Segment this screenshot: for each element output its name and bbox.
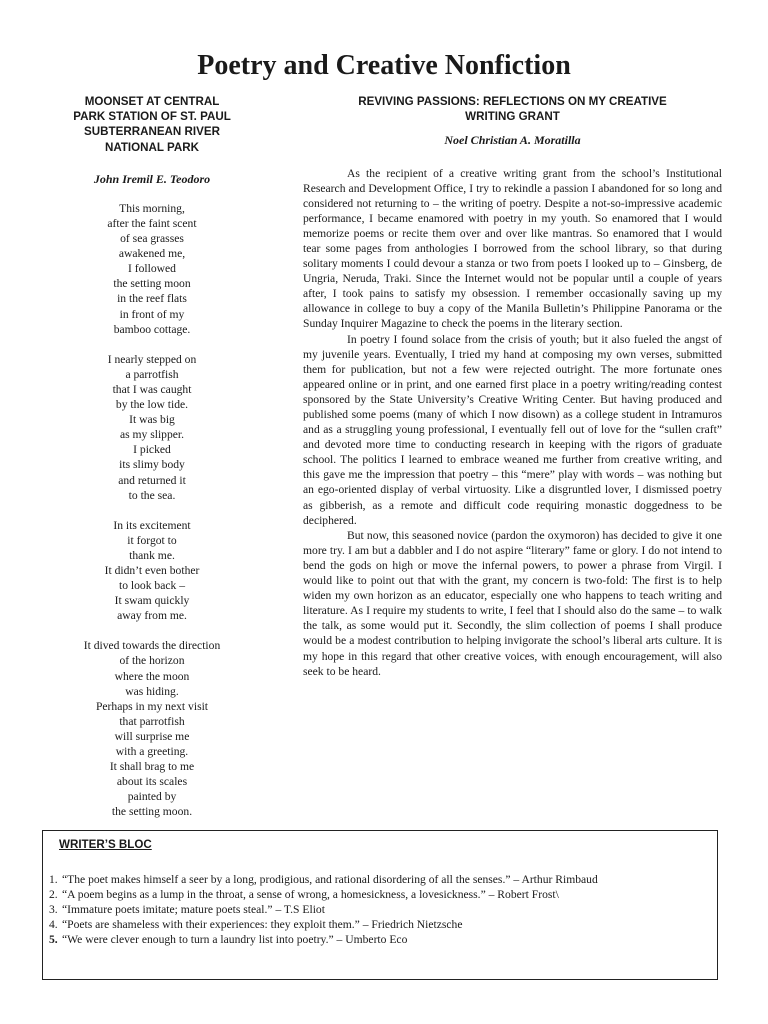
poem-line: thank me.: [129, 548, 175, 562]
page-title: Poetry and Creative Nonfiction: [197, 50, 571, 81]
poem-line: awakened me,: [118, 247, 186, 261]
poem-stanza: [46, 518, 258, 624]
poem-stanza: [46, 638, 258, 819]
poem-line: as my slipper.: [119, 428, 185, 442]
poem-line: bamboo cottage.: [113, 322, 191, 336]
quote-item: [49, 932, 705, 947]
poem-line: to look back –: [118, 579, 185, 593]
poem-line: away from me.: [117, 609, 187, 623]
quote-item: [49, 917, 705, 932]
poem-author: John Iremil E. Teodoro: [93, 171, 211, 186]
writers-bloc-title: WRITER’S BLOC: [59, 838, 152, 851]
poem-line: in the reef flats: [117, 292, 187, 306]
quote-text: “Immature poets imitate; mature poets steal.” – T.S Eliot: [62, 903, 325, 916]
poem-line: I followed: [128, 262, 176, 276]
poem-line: the setting moon.: [111, 805, 193, 819]
poem-stanza: [46, 201, 258, 337]
poem-line: In its excitement: [113, 518, 191, 532]
poem-line: It shall brag to me: [109, 760, 195, 774]
poem-title-line: NATIONAL PARK: [104, 140, 200, 154]
poem-line: by the low tide.: [115, 398, 189, 412]
quote-item: [49, 887, 705, 902]
quote-list: [49, 872, 705, 947]
quote-text: “A poem begins as a lump in the throat, a sense of wrong, a homesickness, a lovesickness.” – Robert Frost\: [62, 888, 559, 901]
poem-line: Perhaps in my next visit: [95, 699, 209, 713]
quote-number: 3.: [49, 903, 58, 916]
essay-paragraph: But now, this seasoned novice (pardon the oxymoron) has decided to give it one more try. I am but a dabbler and I do not aspire “literary” fame or glory. I do not intend to bend the gods on high or move the infernal powers, to power a phrase from Virgil. I would like to point out that with the grant, my concern is two-fold: The first is to help widen my own horizon as an educator, especially one who happens to teach writing and literature. As I require my students to write, I feel that I should also do the same – to walk the talk, as some would put it. Secondly, the slim collection of poems I shall produce would be a modest contribution to helping invigorate the school’s liberal arts culture. It is my hope in this regard that other creative voices, with enough encouragement, will also seek to be heard.: [303, 528, 722, 678]
poem-body: [46, 201, 258, 820]
essay-paragraph: As the recipient of a creative writing grant from the school’s Institutional Research and Development Office, I try to rekindle a passion I abandoned for so long and considered not returning to – the writing of poetry. Despite a not-so-impressive academic performance, I became enamored with poetry in my youth. So enamored that I would memorize poems or recite them over and over like mantras. So enamored that I would tear some pages from anthologies I borrowed from the school library, so that during solitary moments I could devour a stanza or two from poets I looked up to – Ginsberg, de Ungria, Neruda, Traki. Since the Internet would not be popular until a couple of years after, I took pains to satisfy my obsession. I remember occasionally saving up my allowance in college to buy a copy of the Manila Bulletin’s Philippine Panorama or the Sunday Inquirer Magazine to check the poems in the literary section.: [303, 166, 722, 331]
poem-stanza: [46, 352, 258, 503]
quote-item: [49, 872, 705, 887]
poem-title: [46, 94, 258, 155]
poem-line: painted by: [127, 790, 177, 804]
quote-text: “The poet makes himself a seer by a long, prodigious, and rational disordering of all the senses.” – Arthur Rimbaud: [62, 873, 598, 886]
poem-column: [46, 94, 258, 834]
quote-number: 2.: [49, 888, 58, 901]
writers-bloc-box: [42, 830, 718, 980]
quote-text: “We were clever enough to turn a laundry list into poetry.” – Umberto Eco: [62, 933, 408, 946]
poem-line: about its scales: [116, 775, 188, 789]
poem-line: I picked: [133, 443, 171, 457]
poem-title-line: MOONSET AT CENTRAL: [84, 95, 220, 108]
essay-column: [303, 94, 722, 679]
poem-line: of the horizon: [119, 654, 185, 668]
quote-text: “Poets are shameless with their experiences: they exploit them.” – Friedrich Nietzsche: [62, 918, 463, 931]
poem-line: It dived towards the direction: [83, 639, 221, 653]
quote-number: 5.: [49, 933, 58, 946]
quote-number: 4.: [49, 918, 58, 931]
poem-title-line: SUBTERRANEAN RIVER: [84, 125, 220, 139]
poem-line: I nearly stepped on: [107, 352, 197, 366]
poem-line: It didn’t even bother: [104, 563, 200, 577]
poem-line: and returned it: [118, 473, 186, 487]
poem-line: that I was caught: [112, 382, 192, 396]
essay-title: [303, 94, 722, 124]
poem-line: a parrotfish: [125, 367, 179, 381]
poem-line: after the faint scent: [107, 217, 197, 230]
poem-line: with a greeting.: [115, 745, 189, 758]
poem-line: where the moon: [114, 669, 190, 683]
poem-line: This morning,: [119, 201, 185, 215]
poem-line: it forgot to: [127, 533, 177, 547]
quote-number: 1.: [49, 873, 58, 886]
poem-line: to the sea.: [128, 488, 176, 502]
poem-title-line: PARK STATION OF ST. PAUL: [73, 110, 231, 124]
essay-title-line: REVIVING PASSIONS: REFLECTIONS ON MY CREATIVE: [358, 95, 667, 108]
poem-line: It was big: [129, 413, 175, 427]
essay-author: Noel Christian A. Moratilla: [444, 133, 581, 148]
essay-title-line: WRITING GRANT: [465, 110, 560, 124]
poem-line: the setting moon: [113, 277, 191, 291]
poem-line: its slimy body: [119, 458, 185, 472]
poem-line: in front of my: [119, 307, 185, 321]
poem-line: that parrotfish: [119, 714, 185, 728]
poem-line: will surprise me: [114, 729, 190, 743]
essay-paragraph: In poetry I found solace from the crisis of youth; but it also fueled the angst of my juvenile years. Eventually, I tried my hand at composing my own verses, submitted them for publication, but not a few were rejected outright. The more fortunate ones appeared online or in print, and one earned first place in a poetry writing/reading contest sponsored by the State University’s Creative Writing Center. But having produced and published some poems (many of which I now disown) as a college student in Intramuros and as a struggling young professional, I eventually fell out of love for the “sullen craft” and devoted more time to conducting research in keeping with the rigors of graduate school. The politics I learned to embrace weaned me further from creative writing, and this gave me the impression that poetry – this “mere” play with words – was nothing but an ego-oriented display of verbal virtuosity. Like a disgruntled lover, I dismissed poetry as gibberish, as a remote and difficult code requiring monastic doggedness to be deciphered.: [303, 332, 722, 527]
poem-line: was hiding.: [125, 684, 179, 698]
poem-line: of sea grasses: [120, 232, 184, 246]
poem-line: It swam quickly: [114, 594, 190, 608]
quote-item: [49, 902, 705, 917]
